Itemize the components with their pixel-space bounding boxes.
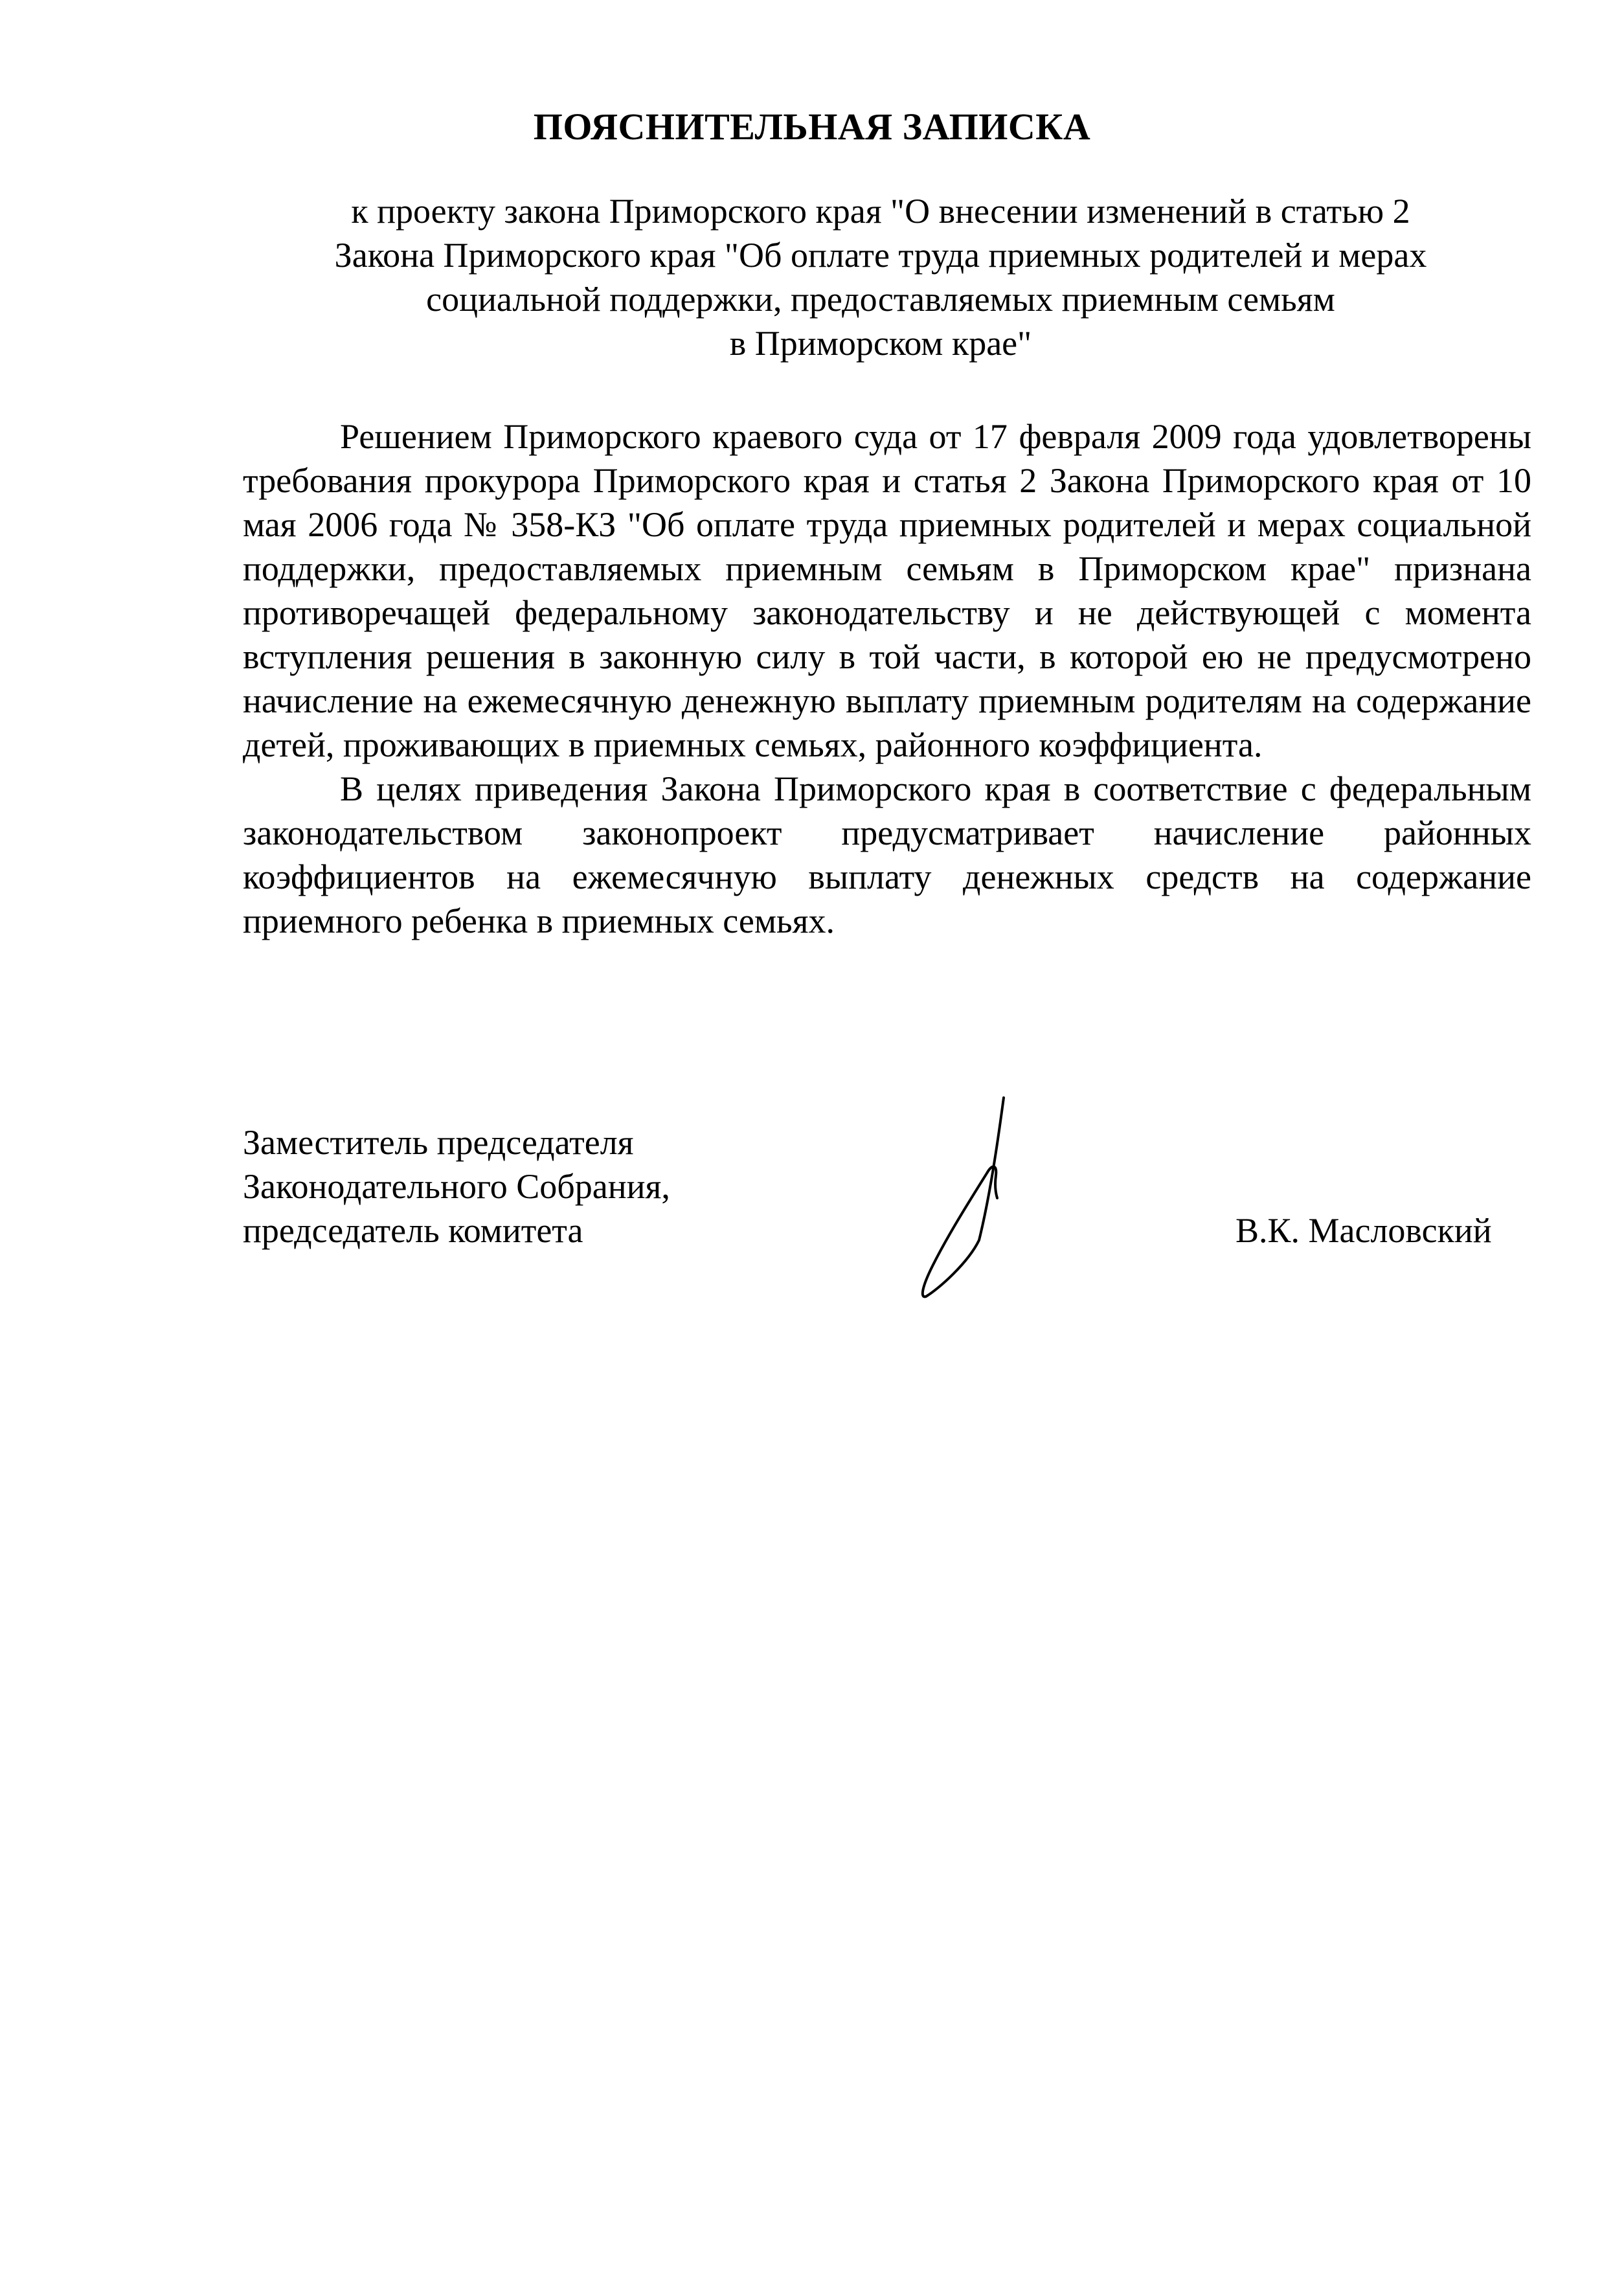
body-paragraph: В целях приведения Закона Приморского края в соответствие с федеральным законодательством законопроект предусматривает начисление районных коэффициентов на ежемесячную выплату денежных средств на содержание приемного ребенка в приемных семьях. xyxy=(243,769,1531,940)
subtitle-line: к проекту закона Приморского края "О внесении изменений в статью 2 xyxy=(351,192,1410,231)
position-line: председатель комитета xyxy=(243,1211,583,1250)
subtitle-line: в Приморском крае" xyxy=(729,324,1032,363)
body-paragraph: Решением Приморского краевого суда от 17 февраля 2009 года удовлетворены требования прокурора Приморского края и статья 2 Закона Приморского края от 10 мая 2006 года № 358-КЗ "Об оплате труда приемных родителей и мерах социальной поддержки, предоставляемых приемным семьям в Приморском крае" признана противоречащей федеральному законодательству и не действующей с момента вступления решения в законную силу в той части, в которой ею не предусмотрено начисление на ежемесячную денежную выплату приемным родителям на содержание детей, проживающих в приемных семьях, районного коэффициента. xyxy=(243,417,1531,764)
position-line: Заместитель председателя xyxy=(243,1123,634,1162)
position-line: Законодательного Собрания, xyxy=(243,1167,670,1206)
signatory-position xyxy=(243,1120,670,1252)
document-title: ПОЯСНИТЕЛЬНАЯ ЗАПИСКА xyxy=(533,106,1091,148)
document-body xyxy=(243,414,1531,943)
handwritten-signature xyxy=(842,1094,1036,1302)
document-subtitle xyxy=(246,189,1515,365)
subtitle-line: социальной поддержки, предоставляемых приемным семьям xyxy=(426,280,1335,319)
subtitle-line: Закона Приморского края "Об оплате труда приемных родителей и мерах xyxy=(334,236,1427,275)
signatory-name: В.К. Масловский xyxy=(1235,1211,1492,1250)
